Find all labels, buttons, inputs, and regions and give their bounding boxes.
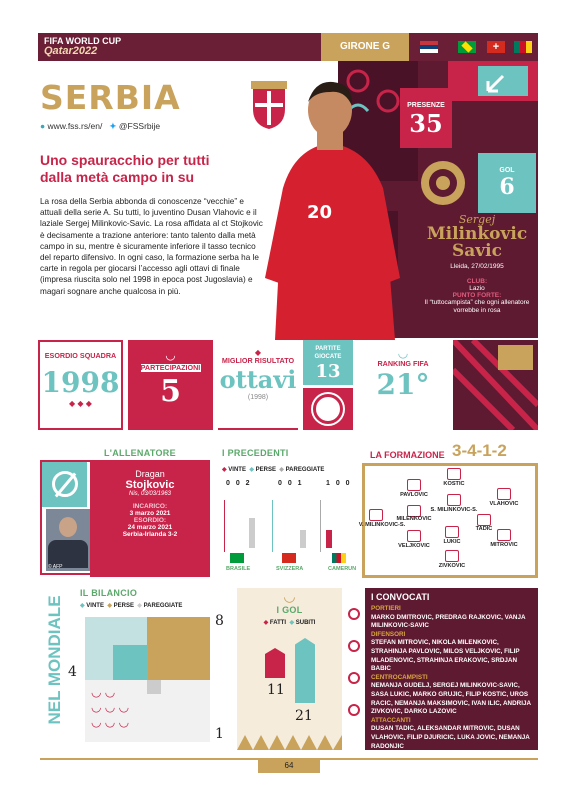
gol-tile: GOL 6 bbox=[478, 153, 536, 213]
formation-pitch: KOSTIC PAVLOVIC VLAHOVIC S. MILINKOVIC-S. MILENKOVIC V. MILINKOVIC-S. TADIC VELJKOVIC LUKIC MITROVIC ZIVKOVIC bbox=[362, 463, 538, 578]
page-number: 64 bbox=[258, 759, 320, 773]
fatti-value: 11 bbox=[267, 682, 285, 698]
player-photo bbox=[255, 78, 405, 340]
partecipazioni-stat: ◡ PARTECIPAZIONI 5 bbox=[128, 340, 213, 430]
wc-brand: FIFA WORLD CUP Qatar2022 bbox=[44, 36, 122, 57]
intro-headline: Uno spauracchio per tutti dalla metà campo in su bbox=[40, 152, 210, 185]
vertical-title: NEL MONDIALE bbox=[40, 590, 62, 740]
cameroon-flag-icon bbox=[332, 553, 346, 563]
vinte-value: 4 bbox=[68, 664, 77, 680]
coach-card: Dragan Stojkovic Nis, 03/03/1963 INCARICO: 3 marzo 2021 ESORDIO: 24 marzo 2021 Serbia-Irlanda 3-2 © AFP bbox=[40, 460, 210, 575]
twitter-link[interactable]: @FSSrbije bbox=[118, 121, 161, 131]
perse-bar bbox=[147, 617, 210, 680]
brazil-flag-icon bbox=[230, 553, 244, 563]
bilancio-legend: ◆ VINTE ◆ PERSE ◆ PAREGGIATE bbox=[80, 603, 183, 609]
formation-module: 3-4-1-2 bbox=[452, 441, 507, 460]
team-links: ● www.fss.rs/en/ ✦ @FSSrbije bbox=[40, 121, 161, 131]
convocati-icons bbox=[345, 588, 365, 750]
team-stats-row bbox=[38, 340, 538, 430]
brazil-flag-icon bbox=[458, 41, 476, 53]
serbia-flag-icon bbox=[420, 41, 438, 53]
fatti-bar bbox=[265, 648, 285, 678]
gol-panel: ◡ I GOL ◆ FATTI ◆ SUBITI 11 21 bbox=[237, 588, 342, 750]
bilancio-title: IL BILANCIO bbox=[80, 588, 138, 598]
group-label: GIRONE G bbox=[321, 33, 409, 61]
esordio-stat: ESORDIO SQUADRA 1998 ◆ ◆ ◆ bbox=[38, 340, 123, 430]
precedenti-chart: 0 0 2 0 0 1 1 0 0 BRASILE SVIZZERA CAMERUN bbox=[226, 480, 357, 572]
team-name: SERBIA bbox=[40, 78, 181, 117]
switzerland-flag-icon: + bbox=[487, 41, 505, 53]
subiti-value: 21 bbox=[295, 708, 313, 724]
cameroon-flag-icon bbox=[514, 41, 532, 53]
formazione-title: LA FORMAZIONE bbox=[370, 450, 445, 460]
coach-last-name: Stojkovic bbox=[125, 479, 175, 491]
coach-section-title: L'ALLENATORE bbox=[104, 448, 176, 458]
pareggiate-bar bbox=[147, 680, 161, 694]
shirt-number: 20 bbox=[307, 202, 333, 223]
switzerland-flag-icon bbox=[282, 553, 296, 563]
intro-text: La rosa della Serbia abbonda di conoscenze “vecchie” e attuali della serie A. Su tutti, lo juventino Dusan Vlahovic e il laziale Sergej Milinkovic-Savic. La rosa affidata al ct Stojkovic è decisamente a trazione anteriore: tanto talento dalla metà campo in su, mentre è sicuramente inferiore il tasso tecnico del reparto difensivo. In ogni caso, la formazione serba ha le carte in regola per giocarsi l’accesso agli ottavi di finale (impresa riuscita solo nel 1998 in epoca post Jugoslavia) e magari sognare anche qualcosa in più. bbox=[40, 197, 263, 296]
precedenti-legend: ◆ VINTE ◆ PERSE ◆ PAREGGIATE bbox=[222, 467, 325, 473]
website-link[interactable]: www.fss.rs/en/ bbox=[47, 121, 103, 131]
precedenti-title: I PRECEDENTI bbox=[222, 448, 289, 458]
partite-stat: PARTITE GIOCATE 13 bbox=[303, 340, 353, 385]
perse-value: 8 bbox=[215, 613, 224, 629]
football-icon bbox=[303, 388, 353, 430]
pattern-block bbox=[453, 340, 538, 430]
pareggiate-value: 1 bbox=[215, 726, 224, 742]
player-card: Sergej Milinkovic Savic Lleida, 27/02/1995 CLUB: Lazio PUNTO FORTE: Il “tuttocampista” che ogni allenatore vorrebbe in rosa bbox=[424, 213, 530, 314]
convocati-panel: I CONVOCATI PORTIERI MARKO DMITROVIC, PREDRAG RAJKOVIC, VANJA MILINKOVIC-SAVIC DIFENSORI STEFAN MITROVIC, NIKOLA MILENKOVIC, STRAHINJA PAVLOVIC, MILOS VELJKOVIC, FILIP MLADENOVIC, STRAHINJA ERAKOVIC, SRDJAN BABIC CENTROCAMPISTI NEMANJA GUDELJ, SERGEJ MILINKOVIC-SAVIC, SASA LUKIC, MARKO GRUJIC, FILIP KOSTIC, UROS RACIC, NEMANJA MAKSIMOVIC, IVAN ILIC, ANDRIJA ZIVKOVIC, DARKO LAZOVIC ATTACCANTI DUSAN TADIC, ALEKSANDAR MITROVIC, DUSAN VLAHOVIC, FILIP DJURICIC, LUKA JOVIC, NEMANJA RADONJIC bbox=[365, 588, 538, 750]
coach-photo: © AFP bbox=[46, 509, 90, 571]
page-header bbox=[38, 33, 538, 61]
coach-first-name: Dragan bbox=[135, 469, 165, 479]
vinte-bar bbox=[113, 645, 148, 680]
ranking-stat: ◡ RANKING FIFA 21° bbox=[376, 346, 430, 401]
miglior-risultato-stat: ◆ MIGLIOR RISULTATO ottavi (1998) bbox=[218, 340, 298, 430]
presenze-tile: PRESENZE 35 bbox=[400, 88, 452, 148]
subiti-bar bbox=[295, 638, 315, 703]
bilancio-chart: ◡ ◡ ◡ ◡ ◡ ◡ ◡ ◡ bbox=[85, 617, 210, 742]
no-symbol-icon bbox=[42, 462, 87, 507]
